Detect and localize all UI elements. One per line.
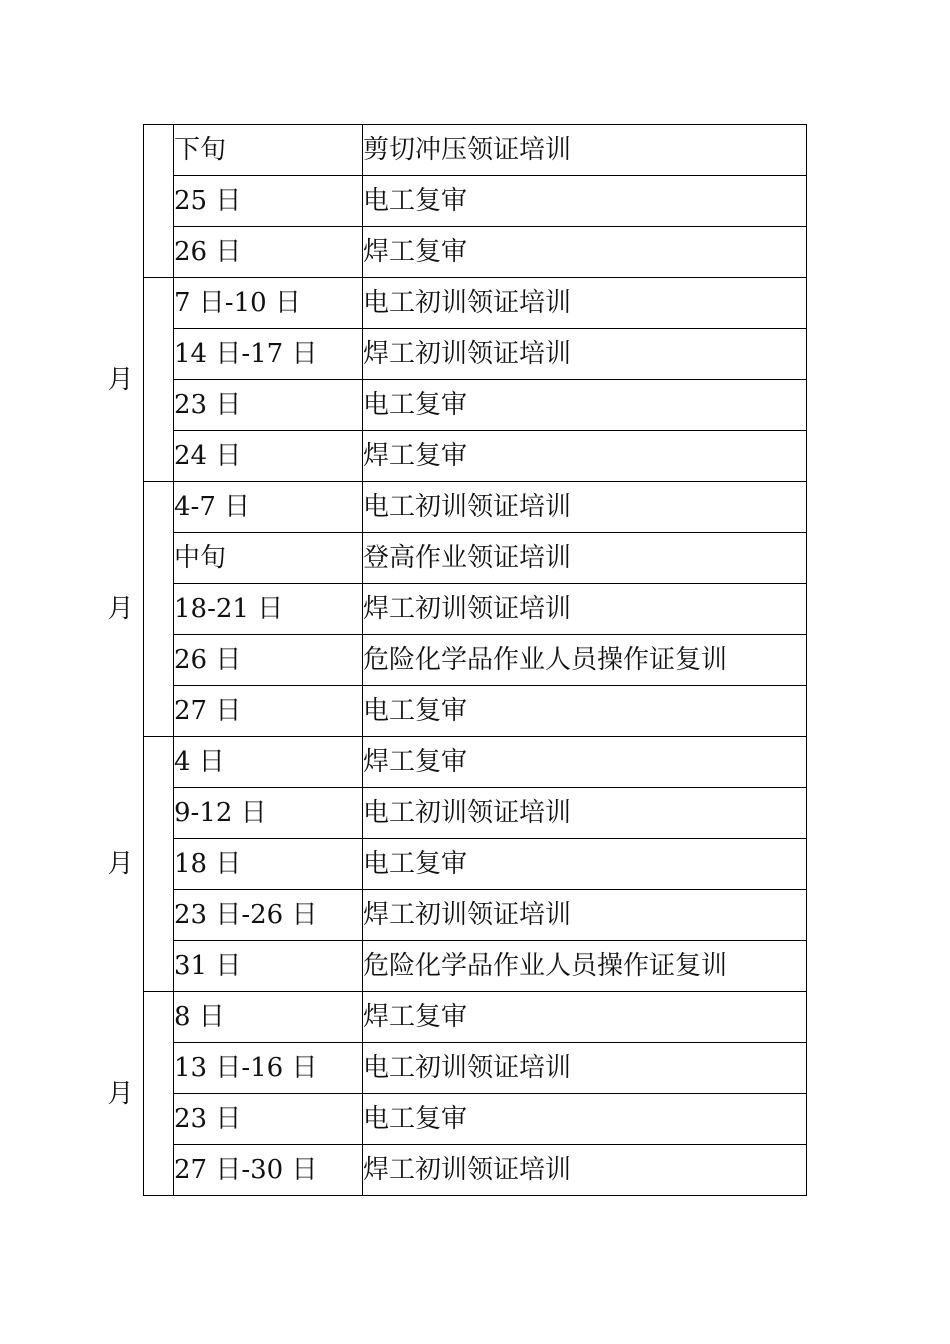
date-cell: 9-12 日 bbox=[174, 788, 363, 839]
date-cell: 23 日-26 日 bbox=[174, 890, 363, 941]
training-item-cell: 危险化学品作业人员操作证复训 bbox=[363, 635, 807, 686]
table-row bbox=[144, 890, 807, 941]
month-cell bbox=[107, 278, 174, 482]
training-item-cell: 电工复审 bbox=[363, 380, 807, 431]
training-schedule-table bbox=[107, 124, 807, 1196]
training-item-cell: 焊工复审 bbox=[363, 992, 807, 1043]
table-row bbox=[144, 839, 807, 890]
table-row bbox=[144, 176, 807, 227]
month-cell bbox=[107, 482, 174, 737]
date-cell: 8 日 bbox=[174, 992, 363, 1043]
training-item-cell: 电工初训领证培训 bbox=[363, 1043, 807, 1094]
table-row bbox=[144, 329, 807, 380]
training-item-cell: 焊工复审 bbox=[363, 737, 807, 788]
date-cell: 14 日-17 日 bbox=[174, 329, 363, 380]
training-item-cell: 电工复审 bbox=[363, 1094, 807, 1145]
date-cell: 26 日 bbox=[174, 227, 363, 278]
table-row bbox=[144, 227, 807, 278]
table-row bbox=[144, 125, 807, 176]
table-row bbox=[144, 788, 807, 839]
training-item-cell: 剪切冲压领证培训 bbox=[363, 125, 807, 176]
date-cell: 23 日 bbox=[174, 1094, 363, 1145]
month-cell bbox=[144, 125, 174, 278]
table-row bbox=[144, 431, 807, 482]
training-item-cell: 危险化学品作业人员操作证复训 bbox=[363, 941, 807, 992]
table-row bbox=[144, 533, 807, 584]
training-item-cell: 焊工初训领证培训 bbox=[363, 329, 807, 380]
training-item-cell: 焊工初训领证培训 bbox=[363, 584, 807, 635]
date-cell: 7 日-10 日 bbox=[174, 278, 363, 329]
table-row bbox=[144, 635, 807, 686]
date-cell: 13 日-16 日 bbox=[174, 1043, 363, 1094]
date-cell: 23 日 bbox=[174, 380, 363, 431]
table-row bbox=[144, 278, 807, 329]
table-row bbox=[144, 992, 807, 1043]
month-label: 月 bbox=[107, 849, 134, 879]
training-item-cell: 电工初训领证培训 bbox=[363, 482, 807, 533]
date-cell: 中旬 bbox=[174, 533, 363, 584]
month-cell bbox=[107, 737, 174, 992]
training-item-cell: 电工复审 bbox=[363, 176, 807, 227]
training-item-cell: 登高作业领证培训 bbox=[363, 533, 807, 584]
table-row bbox=[144, 584, 807, 635]
date-cell: 18-21 日 bbox=[174, 584, 363, 635]
training-item-cell: 电工初训领证培训 bbox=[363, 278, 807, 329]
training-item-cell: 焊工复审 bbox=[363, 227, 807, 278]
table-row bbox=[144, 1145, 807, 1196]
month-cell bbox=[107, 992, 174, 1196]
date-cell: 25 日 bbox=[174, 176, 363, 227]
date-cell: 31 日 bbox=[174, 941, 363, 992]
date-cell: 18 日 bbox=[174, 839, 363, 890]
date-cell: 26 日 bbox=[174, 635, 363, 686]
date-cell: 4 日 bbox=[174, 737, 363, 788]
schedule-table-body bbox=[107, 125, 807, 1196]
date-cell: 27 日-30 日 bbox=[174, 1145, 363, 1196]
table-row bbox=[144, 1094, 807, 1145]
table-row bbox=[144, 380, 807, 431]
training-item-cell: 焊工初训领证培训 bbox=[363, 1145, 807, 1196]
training-item-cell: 电工复审 bbox=[363, 686, 807, 737]
table-row bbox=[144, 941, 807, 992]
training-item-cell: 电工初训领证培训 bbox=[363, 788, 807, 839]
training-item-cell: 电工复审 bbox=[363, 839, 807, 890]
table-row bbox=[144, 482, 807, 533]
month-label: 月 bbox=[107, 364, 134, 395]
date-cell: 下旬 bbox=[174, 125, 363, 176]
training-item-cell: 焊工初训领证培训 bbox=[363, 890, 807, 941]
month-label: 月 bbox=[107, 1078, 134, 1109]
date-cell: 24 日 bbox=[174, 431, 363, 482]
month-label: 月 bbox=[107, 594, 134, 624]
table-row bbox=[144, 686, 807, 737]
date-cell: 27 日 bbox=[174, 686, 363, 737]
table-row bbox=[144, 737, 807, 788]
table-row bbox=[144, 1043, 807, 1094]
training-item-cell: 焊工复审 bbox=[363, 431, 807, 482]
date-cell: 4-7 日 bbox=[174, 482, 363, 533]
